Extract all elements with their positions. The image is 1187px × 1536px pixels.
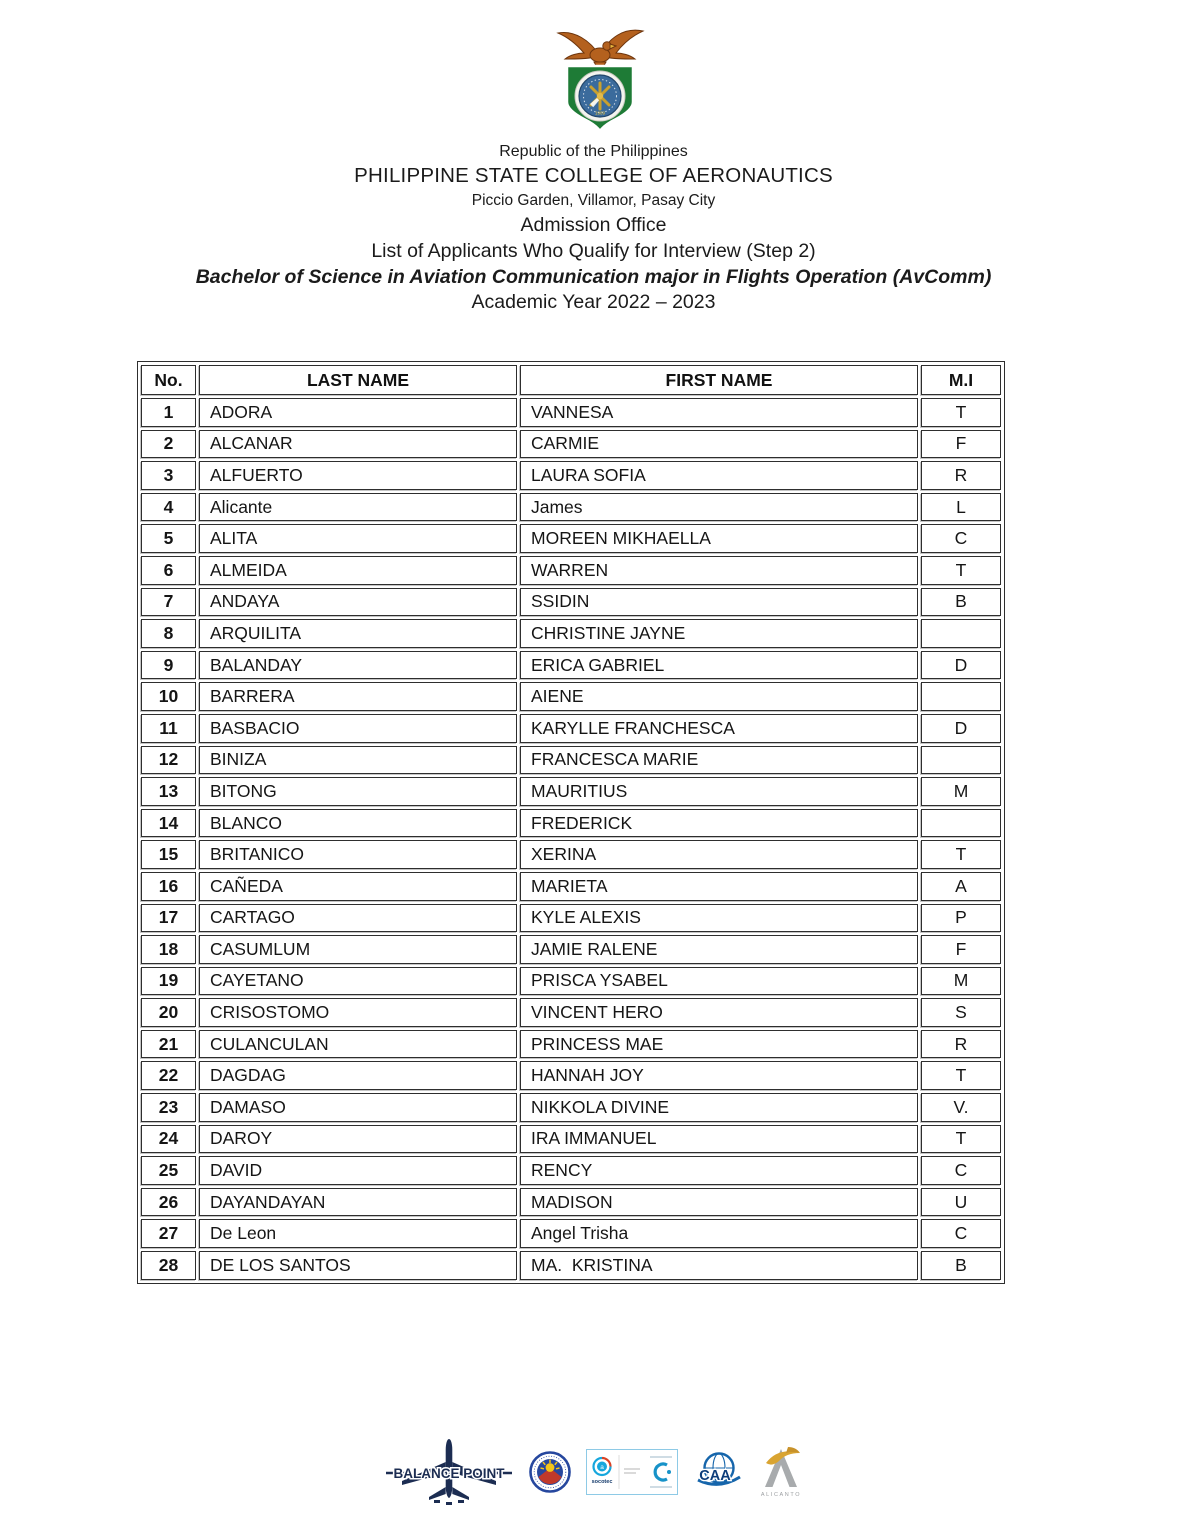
table-row <box>141 998 1001 1027</box>
last-name-cell: DAGDAG <box>199 1061 517 1090</box>
table-row <box>141 1061 1001 1090</box>
first-name-cell: Angel Trisha <box>520 1219 918 1248</box>
first-name-cell: James <box>520 493 918 522</box>
row-number-cell: 28 <box>141 1251 196 1280</box>
philsca-college-seal <box>548 22 652 136</box>
last-name-cell: CASUMLUM <box>199 935 517 964</box>
column-header-no: No. <box>141 365 196 395</box>
middle-initial-cell: T <box>921 840 1001 869</box>
last-name-cell: BINIZA <box>199 746 517 775</box>
footer-logo-strip <box>384 1436 804 1508</box>
last-name-cell: DAYANDAYAN <box>199 1188 517 1217</box>
middle-initial-cell <box>921 682 1001 711</box>
row-number-cell: 4 <box>141 493 196 522</box>
middle-initial-cell: F <box>921 430 1001 459</box>
first-name-cell: KYLE ALEXIS <box>520 904 918 933</box>
row-number-cell: 5 <box>141 524 196 553</box>
table-row <box>141 398 1001 427</box>
socotec-label: socotec <box>591 1479 612 1485</box>
first-name-cell: KARYLLE FRANCHESCA <box>520 714 918 743</box>
table-row <box>141 714 1001 743</box>
first-name-cell: AIENE <box>520 682 918 711</box>
row-number-cell: 25 <box>141 1156 196 1185</box>
middle-initial-cell: M <box>921 777 1001 806</box>
first-name-cell: VINCENT HERO <box>520 998 918 1027</box>
balance-point-logo <box>384 1436 514 1508</box>
table-row <box>141 872 1001 901</box>
row-number-cell: 12 <box>141 746 196 775</box>
last-name-cell: CULANCULAN <box>199 1030 517 1059</box>
table-row <box>141 935 1001 964</box>
middle-initial-cell: D <box>921 651 1001 680</box>
first-name-cell: HANNAH JOY <box>520 1061 918 1090</box>
first-name-cell: CHRISTINE JAYNE <box>520 619 918 648</box>
first-name-cell: MARIETA <box>520 872 918 901</box>
middle-initial-cell: C <box>921 524 1001 553</box>
first-name-cell: RENCY <box>520 1156 918 1185</box>
first-name-cell: MADISON <box>520 1188 918 1217</box>
first-name-cell: WARREN <box>520 556 918 585</box>
row-number-cell: 7 <box>141 588 196 617</box>
table-header-row <box>141 365 1001 395</box>
table-row <box>141 493 1001 522</box>
middle-initial-cell: R <box>921 1030 1001 1059</box>
table-row <box>141 777 1001 806</box>
last-name-cell: BLANCO <box>199 809 517 838</box>
last-name-cell: ADORA <box>199 398 517 427</box>
middle-initial-cell: T <box>921 398 1001 427</box>
column-header-mi: M.I <box>921 365 1001 395</box>
last-name-cell: CAÑEDA <box>199 872 517 901</box>
table-row <box>141 904 1001 933</box>
row-number-cell: 13 <box>141 777 196 806</box>
middle-initial-cell: F <box>921 935 1001 964</box>
row-number-cell: 18 <box>141 935 196 964</box>
middle-initial-cell: D <box>921 714 1001 743</box>
first-name-cell: SSIDIN <box>520 588 918 617</box>
first-name-cell: XERINA <box>520 840 918 869</box>
table-row <box>141 651 1001 680</box>
row-number-cell: 6 <box>141 556 196 585</box>
row-number-cell: 23 <box>141 1093 196 1122</box>
svg-text:1969: 1969 <box>594 110 606 116</box>
alicanto-label: ALICANTO <box>760 1492 801 1498</box>
first-name-cell: FREDERICK <box>520 809 918 838</box>
last-name-cell: ALFUERTO <box>199 461 517 490</box>
middle-initial-cell <box>921 619 1001 648</box>
institution-name: PHILIPPINE STATE COLLEGE OF AERONAUTICS <box>354 164 833 187</box>
middle-initial-cell: U <box>921 1188 1001 1217</box>
first-name-cell: FRANCESCA MARIE <box>520 746 918 775</box>
row-number-cell: 20 <box>141 998 196 1027</box>
middle-initial-cell: S <box>921 998 1001 1027</box>
program-name: Bachelor of Science in Aviation Communication major in Flights Operation (AvComm) <box>195 266 992 288</box>
last-name-cell: DAMASO <box>199 1093 517 1122</box>
row-number-cell: 19 <box>141 967 196 996</box>
table-row <box>141 746 1001 775</box>
middle-initial-cell: C <box>921 1219 1001 1248</box>
last-name-cell: ALITA <box>199 524 517 553</box>
first-name-cell: MAURITIUS <box>520 777 918 806</box>
institution-address: Piccio Garden, Villamor, Pasay City <box>471 192 716 209</box>
row-number-cell: 2 <box>141 430 196 459</box>
row-number-cell: 17 <box>141 904 196 933</box>
applicant-table-body <box>141 398 1001 1280</box>
table-row <box>141 1219 1001 1248</box>
middle-initial-cell: T <box>921 556 1001 585</box>
balance-point-label: BALANCE POINT <box>393 1466 504 1481</box>
socotec-certification-mark <box>586 1449 678 1495</box>
first-name-cell: IRA IMMANUEL <box>520 1125 918 1154</box>
row-number-cell: 15 <box>141 840 196 869</box>
middle-initial-cell: T <box>921 1125 1001 1154</box>
table-row <box>141 619 1001 648</box>
row-number-cell: 10 <box>141 682 196 711</box>
last-name-cell: DE LOS SANTOS <box>199 1251 517 1280</box>
last-name-cell: CRISOSTOMO <box>199 998 517 1027</box>
middle-initial-cell: V. <box>921 1093 1001 1122</box>
document-header <box>0 140 1187 315</box>
alicanto-mark <box>758 1445 804 1499</box>
middle-initial-cell: T <box>921 1061 1001 1090</box>
middle-initial-cell: B <box>921 588 1001 617</box>
last-name-cell: ALCANAR <box>199 430 517 459</box>
first-name-cell: CARMIE <box>520 430 918 459</box>
table-row <box>141 588 1001 617</box>
applicants-table <box>137 361 1005 1284</box>
first-name-cell: NIKKOLA DIVINE <box>520 1093 918 1122</box>
middle-initial-cell: R <box>921 461 1001 490</box>
row-number-cell: 22 <box>141 1061 196 1090</box>
table-row <box>141 809 1001 838</box>
last-name-cell: ARQUILITA <box>199 619 517 648</box>
first-name-cell: LAURA SOFIA <box>520 461 918 490</box>
row-number-cell: 24 <box>141 1125 196 1154</box>
middle-initial-cell: B <box>921 1251 1001 1280</box>
row-number-cell: 11 <box>141 714 196 743</box>
first-name-cell: JAMIE RALENE <box>520 935 918 964</box>
first-name-cell: PRISCA YSABEL <box>520 967 918 996</box>
first-name-cell: MOREEN MIKHAELLA <box>520 524 918 553</box>
row-number-cell: 26 <box>141 1188 196 1217</box>
table-row <box>141 430 1001 459</box>
last-name-cell: BRITANICO <box>199 840 517 869</box>
last-name-cell: CARTAGO <box>199 904 517 933</box>
table-row <box>141 1251 1001 1280</box>
table-row <box>141 682 1001 711</box>
row-number-cell: 8 <box>141 619 196 648</box>
first-name-cell: VANNESA <box>520 398 918 427</box>
table-row <box>141 840 1001 869</box>
first-name-cell: ERICA GABRIEL <box>520 651 918 680</box>
table-row <box>141 461 1001 490</box>
first-name-cell: MA. KRISTINA <box>520 1251 918 1280</box>
column-header-last: LAST NAME <box>199 365 517 395</box>
table-row <box>141 967 1001 996</box>
list-title: List of Applicants Who Qualify for Interview (Step 2) <box>371 240 816 262</box>
row-number-cell: 16 <box>141 872 196 901</box>
table-row <box>141 1030 1001 1059</box>
table-row <box>141 1188 1001 1217</box>
table-row <box>141 524 1001 553</box>
last-name-cell: BITONG <box>199 777 517 806</box>
academic-year: Academic Year 2022 – 2023 <box>471 291 716 313</box>
table-row <box>141 1156 1001 1185</box>
row-number-cell: 21 <box>141 1030 196 1059</box>
middle-initial-cell: A <box>921 872 1001 901</box>
last-name-cell: ANDAYA <box>199 588 517 617</box>
row-number-cell: 14 <box>141 809 196 838</box>
middle-initial-cell <box>921 809 1001 838</box>
row-number-cell: 3 <box>141 461 196 490</box>
last-name-cell: CAYETANO <box>199 967 517 996</box>
last-name-cell: DAVID <box>199 1156 517 1185</box>
middle-initial-cell: P <box>921 904 1001 933</box>
country-line: Republic of the Philippines <box>499 143 688 160</box>
last-name-cell: De Leon <box>199 1219 517 1248</box>
caa-logo <box>693 1450 743 1494</box>
middle-initial-cell: C <box>921 1156 1001 1185</box>
alicanto-logo <box>758 1445 804 1499</box>
svg-text:a: a <box>599 1464 604 1471</box>
last-name-cell: BASBACIO <box>199 714 517 743</box>
row-number-cell: 27 <box>141 1219 196 1248</box>
table-row <box>141 1125 1001 1154</box>
row-number-cell: 1 <box>141 398 196 427</box>
middle-initial-cell: L <box>921 493 1001 522</box>
last-name-cell: BALANDAY <box>199 651 517 680</box>
last-name-cell: Alicante <box>199 493 517 522</box>
column-header-first: FIRST NAME <box>520 365 918 395</box>
table-row <box>141 1093 1001 1122</box>
last-name-cell: BARRERA <box>199 682 517 711</box>
table-row <box>141 556 1001 585</box>
last-name-cell: DAROY <box>199 1125 517 1154</box>
middle-initial-cell <box>921 746 1001 775</box>
philsca-round-seal <box>529 1451 571 1493</box>
office-name: Admission Office <box>520 214 667 236</box>
caa-label: CAA <box>698 1468 731 1484</box>
last-name-cell: ALMEIDA <box>199 556 517 585</box>
first-name-cell: PRINCESS MAE <box>520 1030 918 1059</box>
row-number-cell: 9 <box>141 651 196 680</box>
middle-initial-cell: M <box>921 967 1001 996</box>
